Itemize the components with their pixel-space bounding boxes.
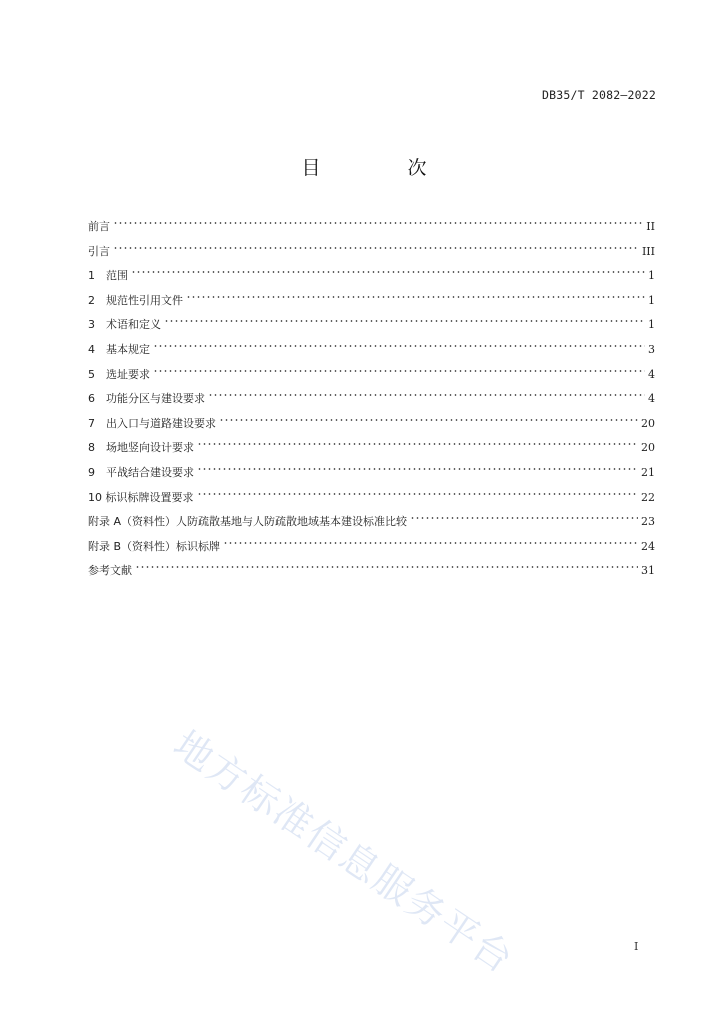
toc-entry-basic-provisions[interactable] [88,341,655,366]
toc-entry-label: 4 基本规定 [88,342,150,356]
page-title: 目 次 [301,157,461,179]
dot-leader [153,366,645,376]
toc-entry-page: 23 [641,515,655,529]
dot-leader [410,513,638,523]
dot-leader [135,562,638,572]
dot-leader [197,439,638,449]
dot-leader [219,415,638,425]
toc-entry-page: 1 [648,318,655,332]
toc-entry-page: 3 [648,342,655,356]
toc-entry-page: 1 [648,293,655,307]
toc-entry-peacetime-wartime[interactable] [88,464,655,489]
toc-entry-page: III [641,244,655,258]
toc-entry-signage[interactable] [88,489,655,514]
dot-leader [164,316,645,326]
dot-leader [186,292,645,302]
toc-entry-label: 3 术语和定义 [88,318,161,332]
toc-entry-terms-definitions[interactable] [88,316,655,341]
dot-leader [197,489,639,499]
toc-entry-label: 1 范围 [88,269,128,283]
dot-leader [113,243,639,253]
toc-entry-introduction[interactable] [88,243,655,268]
toc-entry-label: 10 标识标牌设置要求 [88,490,194,504]
toc-entry-label: 6 功能分区与建设要求 [88,392,205,406]
watermark: 地方标准信息服务平台 [165,722,522,983]
dot-leader [153,341,645,351]
page-number: I [634,940,639,953]
dot-leader [223,538,638,548]
toc-entry-scope[interactable] [88,267,655,292]
toc-entry-page: 31 [641,564,655,578]
toc-entry-page: 1 [648,269,655,283]
toc-entry-label: 附录 A（资料性）人防疏散基地与人防疏散地域基本建设标准比较 [88,515,408,529]
table-of-contents [88,218,655,587]
toc-entry-vertical-design[interactable] [88,439,655,464]
toc-entry-page: 20 [641,441,655,455]
toc-entry-entrances-roads[interactable] [88,415,655,440]
toc-entry-label: 引言 [88,244,110,258]
toc-entry-page: 4 [648,367,655,381]
toc-entry-appendix-b[interactable] [88,538,655,563]
toc-entry-label: 附录 B（资料性）标识标牌 [88,539,221,553]
toc-entry-page: 20 [641,416,655,430]
toc-entry-page: 21 [641,465,655,479]
toc-entry-label: 参考文献 [88,564,132,578]
toc-entry-page: 24 [641,539,655,553]
toc-entry-page: II [646,220,655,233]
toc-entry-page: 4 [648,392,655,406]
toc-entry-normative-references[interactable] [88,292,655,317]
toc-entry-foreword[interactable] [88,218,655,243]
toc-entry-page: 22 [641,490,655,504]
dot-leader [131,267,645,277]
toc-entry-site-selection[interactable] [88,366,655,391]
toc-entry-label: 2 规范性引用文件 [88,293,183,307]
standard-code: DB35/T 2082—2022 [542,88,656,102]
toc-entry-label: 5 选址要求 [88,367,150,381]
toc-entry-appendix-a[interactable] [88,513,655,538]
dot-leader [197,464,638,474]
toc-entry-functional-zoning[interactable] [88,390,655,415]
toc-entry-label: 前言 [88,220,110,233]
toc-entry-label: 9 平战结合建设要求 [88,465,194,479]
dot-leader [208,390,645,400]
toc-entry-bibliography[interactable] [88,562,655,587]
toc-entry-label: 8 场地竖向设计要求 [88,441,194,455]
dot-leader [113,218,643,228]
toc-entry-label: 7 出入口与道路建设要求 [88,416,216,430]
